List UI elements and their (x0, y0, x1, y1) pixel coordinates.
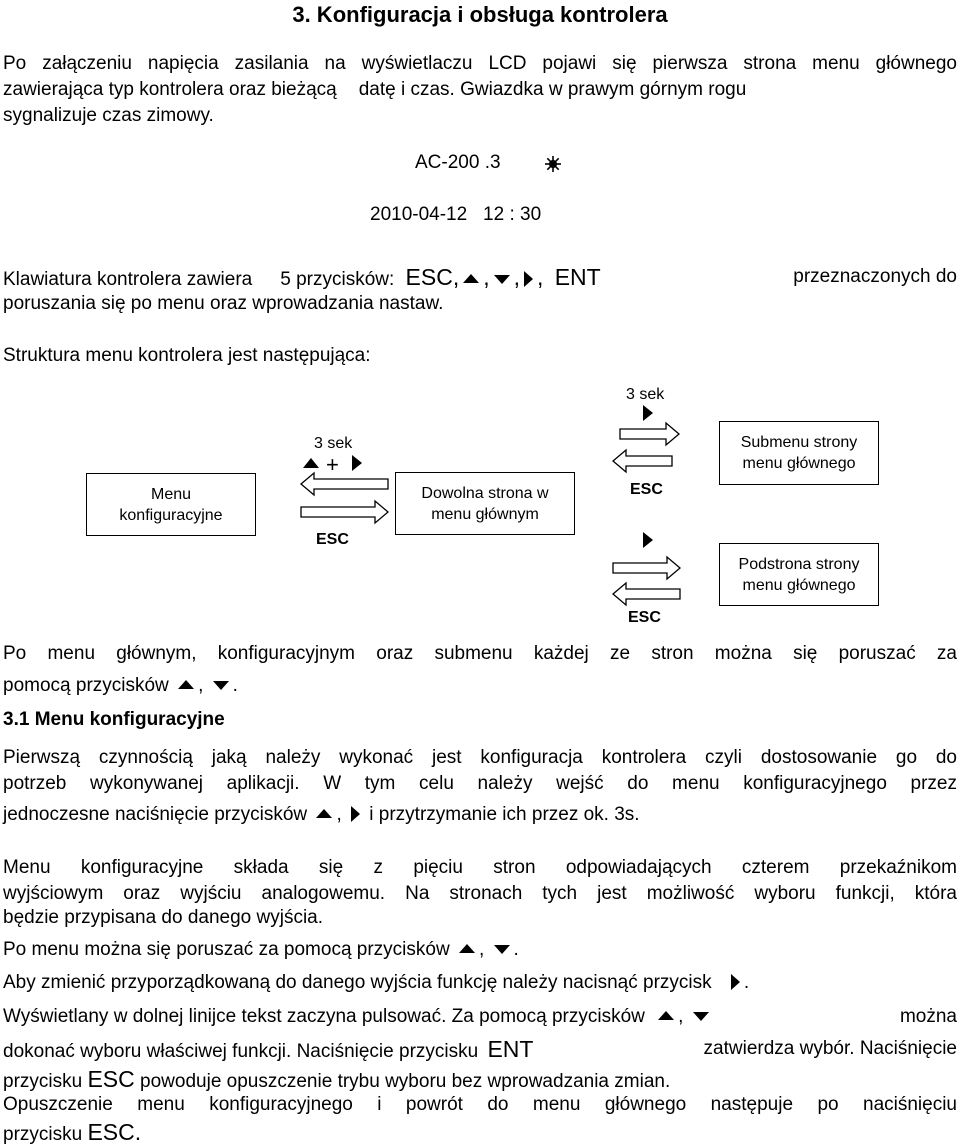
box-submenu: Submenu strony menu głównego (719, 421, 879, 485)
box-main-menu-page: Dowolna strona w menu głównym (395, 472, 575, 535)
p5-line-1-a: Wyświetlany w dolnej linijce tekst zaczyna pulsować. Za pomocą przycisków (3, 1006, 645, 1027)
nav-line-2-a: pomocą przycisków (3, 675, 169, 696)
arrow-down-icon (693, 1012, 709, 1021)
intro-line-2 (3, 78, 957, 102)
p4-a: Aby zmienić przyporządkowaną do danego wyjścia funkcję należy nacisnąć przycisk (3, 972, 712, 993)
keys-sep-2: , (513, 264, 521, 290)
p5-line-3-b: powoduje opuszczenie trybu wyboru bez wprowadzania zmian. (140, 1071, 671, 1092)
box-subpage: Podstrona strony menu głównego (719, 543, 879, 606)
nav-line-2 (3, 674, 957, 698)
arrow-down-icon (213, 681, 229, 690)
page-title: 3. Konfiguracja i obsługa kontrolera (292, 2, 668, 27)
arrow-right-icon (351, 806, 360, 822)
structure-title: Struktura menu kontrolera jest następująca: (3, 345, 371, 366)
keys-part-1: Klawiatura kontrolera zawiera (3, 269, 253, 290)
arrow-right-icon (643, 532, 653, 548)
intro-line-2-b: datę i czas. Gwiazdka w prawym górnym rogu (358, 79, 747, 100)
keys-line-1 (3, 265, 957, 292)
key-esc-inline: ESC (87, 1066, 135, 1092)
label-plus: + (326, 452, 339, 477)
p5-line-3-a: przycisku (3, 1071, 83, 1092)
p3-line (3, 938, 957, 962)
p3-sep: , (478, 939, 485, 960)
p5-line-1 (3, 1005, 957, 1029)
arrow-up-icon (463, 274, 479, 283)
snowflake-icon (544, 155, 562, 173)
p1-line-3-c: i przytrzymanie ich przez ok. 3s. (369, 804, 640, 825)
p4-line (3, 971, 957, 995)
p6-line-1: Opuszczenie menu konfiguracyjnego i powrót do menu głównego następuje po naciśnięciu (3, 1094, 957, 1115)
arrow-right-icon (524, 271, 533, 287)
keys-part-3: przeznaczonych do (793, 266, 957, 287)
keys-part-2: 5 przycisków: (280, 269, 395, 290)
label-3sek-left: 3 sek (314, 435, 353, 452)
intro-line-1: Po załączeniu napięcia zasilania na wyświetlaczu LCD pojawi się pierwsza strona menu głównego (3, 53, 957, 74)
nav-line-1: Po menu głównym, konfiguracyjnym oraz submenu każdej ze stron można się poruszać za (3, 643, 957, 664)
arrow-from-submenu (612, 449, 674, 473)
p6-line-2 (3, 1120, 957, 1147)
arrow-right-icon (352, 455, 362, 471)
p1-line-2: potrzeb wykonywanej aplikacji. W tym celu należy wejść do menu konfiguracyjnego przez (3, 773, 957, 794)
p2-line-1: Menu konfiguracyjne składa się z pięciu stron odpowiadających czterem przekaźnikom (3, 857, 957, 878)
lcd-model: AC-200 .3 (415, 152, 501, 173)
p2-line-3: będzie przypisana do danego wyjścia. (3, 907, 324, 928)
nav-sep: , (198, 675, 204, 696)
keys-line-2: poruszania się po menu oraz wprowadzania nastaw. (3, 293, 444, 314)
arrow-to-subpage (612, 556, 682, 580)
p1-sep: , (336, 804, 342, 825)
nav-end: . (232, 675, 238, 696)
p5-line-1-c: można (899, 1006, 957, 1027)
intro-line-3: sygnalizuje czas zimowy. (3, 105, 214, 126)
p5-line-2-a: dokonać wyboru właściwej funkcji. Naciśnięcie przycisku (3, 1041, 479, 1062)
p3-end: . (513, 939, 519, 960)
arrow-to-config (300, 472, 390, 496)
arrow-right-icon (731, 974, 740, 990)
keys-sep-3: , (537, 264, 544, 290)
arrow-up-icon (316, 809, 332, 818)
key-ent: ENT (554, 264, 601, 290)
arrow-up-icon (178, 680, 194, 689)
p3-a: Po menu można się poruszać za pomocą przycisków (3, 939, 450, 960)
p1-line-3-a: jednoczesne naciśnięcie przycisków (3, 804, 308, 825)
arrow-from-subpage (612, 582, 682, 606)
p1-line-3 (3, 803, 957, 827)
label-3sek-right: 3 sek (626, 386, 665, 403)
box-config-menu: Menu konfiguracyjne (86, 473, 256, 536)
esc-bottom: ESC (628, 609, 661, 626)
p4-end: . (743, 972, 750, 993)
arrow-to-main (300, 500, 390, 524)
arrow-up-icon (303, 458, 319, 468)
lcd-datetime: 2010-04-12 12 : 30 (370, 204, 542, 225)
arrow-right-icon (643, 405, 653, 421)
lcd-display (330, 146, 610, 236)
intro-line-2-a: zawierająca typ kontrolera oraz bieżącą (3, 79, 337, 100)
key-ent-inline: ENT (487, 1036, 534, 1062)
key-esc: ESC, (405, 264, 460, 290)
keys-sep-1: , (483, 264, 490, 290)
key-esc-final: ESC. (87, 1119, 142, 1145)
arrow-to-submenu (619, 422, 681, 446)
p5-line-2 (3, 1037, 957, 1064)
esc-left: ESC (316, 531, 349, 548)
arrow-down-icon (494, 945, 510, 954)
section-heading-3-1: 3.1 Menu konfiguracyjne (3, 709, 225, 730)
p5-sep: , (678, 1006, 684, 1027)
menu-structure-diagram (0, 380, 960, 635)
p2-line-2: wyjściowym oraz wyjściu analogowemu. Na stronach tych jest możliwość wyboru funkcji, która (3, 883, 957, 904)
arrow-down-icon (494, 275, 510, 284)
esc-mid: ESC (630, 481, 663, 498)
p5-line-2-b: zatwierdza wybór. Naciśnięcie (703, 1038, 957, 1059)
p5-line-3 (3, 1067, 957, 1094)
arrow-up-icon (658, 1011, 674, 1020)
p6-line-2-a: przycisku (3, 1124, 83, 1145)
arrow-up-icon (459, 944, 475, 953)
p1-line-1: Pierwszą czynnością jaką należy wykonać jest konfiguracja kontrolera czyli dostosowanie go do (3, 747, 957, 768)
